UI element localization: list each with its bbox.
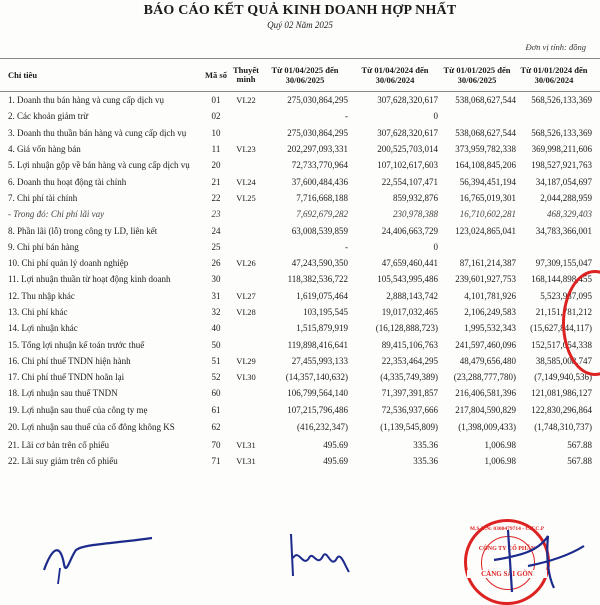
value-h1-2025	[438, 239, 516, 255]
row-note: VI.29	[236, 355, 256, 366]
table-row	[0, 125, 600, 141]
row-note: VI.31	[236, 456, 256, 467]
value-h1-2025: 239,601,927,753	[455, 274, 516, 285]
table-row	[0, 353, 600, 369]
value-q2-2025: 202,297,093,331	[287, 144, 348, 155]
table-row	[0, 437, 600, 453]
table-row	[0, 206, 600, 222]
value-q2-2025: 47,243,590,350	[291, 258, 348, 269]
value-h1-2025: 164,108,845,206	[455, 160, 516, 171]
stamp-company: CÔNG TY CỔ PHẦN	[478, 546, 536, 552]
value-h1-2025: 1,006.98	[484, 440, 516, 451]
value-h1-2024: 468,329,403	[547, 209, 592, 220]
value-q2-2024: 307,628,320,617	[377, 95, 438, 106]
value-h1-2025: 1,006.98	[484, 456, 516, 467]
value-h1-2025: (23,288,777,780)	[453, 372, 516, 383]
value-h1-2025: 1,995,532,343	[464, 323, 516, 334]
row-label: 14. Lợi nhuận khác	[8, 323, 78, 334]
value-q2-2024: 22,554,107,471	[381, 176, 438, 187]
row-code: 71	[211, 456, 221, 467]
value-h1-2024: 568,526,133,369	[531, 95, 592, 106]
value-h1-2025: 538,068,627,544	[455, 127, 516, 138]
row-label: 9. Chi phí bán hàng	[8, 241, 79, 252]
row-code: 60	[211, 388, 221, 399]
report-title: BÁO CÁO KẾT QUẢ KINH DOANH HỢP NHẤT	[143, 3, 457, 18]
value-h1-2024: 34,187,054,697	[535, 176, 592, 187]
row-code: 26	[211, 258, 221, 269]
value-q2-2024: (1,139,545,809)	[380, 422, 438, 433]
value-q2-2025: 107,215,796,486	[287, 404, 348, 415]
table-row	[0, 369, 600, 385]
value-h1-2024: (15,627,844,117)	[530, 323, 592, 334]
table-row	[0, 92, 600, 108]
header-h1-2025: Từ 01/01/2025 đến 30/06/2025	[443, 65, 511, 85]
value-q2-2025: 495.69	[323, 440, 348, 451]
value-q2-2024: 107,102,617,603	[377, 160, 438, 171]
header-note: Thuyết minh	[233, 65, 259, 84]
row-code: 01	[211, 95, 221, 106]
row-code: 20	[211, 160, 221, 171]
value-q2-2024: (16,128,888,723)	[375, 323, 438, 334]
value-q2-2025: 103,195,545	[303, 307, 348, 317]
report-subtitle: Quý 02 Năm 2025	[267, 20, 333, 30]
row-code: 61	[211, 404, 221, 415]
value-h1-2024	[516, 239, 592, 255]
row-label: 13. Chi phí khác	[8, 307, 68, 317]
value-q2-2025: -	[345, 111, 348, 122]
value-q2-2024: 22,353,464,295	[381, 355, 438, 366]
header-q2-2024: Từ 01/04/2024 đến 30/06/2024	[361, 65, 429, 85]
table-row	[0, 157, 600, 173]
table-row	[0, 453, 600, 469]
row-label: 1. Doanh thu bán hàng và cung cấp dịch vụ	[8, 95, 164, 106]
table-row	[0, 173, 600, 189]
value-h1-2025: 4,101,781,926	[464, 290, 516, 301]
row-label: 3. Doanh thu thuần bán hàng và cung cấp dịch vụ	[8, 127, 187, 138]
value-h1-2024: 122,830,296,864	[531, 404, 592, 415]
header-h1-2024: Từ 01/01/2024 đến 30/06/2024	[520, 65, 588, 85]
value-q2-2024: 335.36	[413, 440, 438, 451]
row-note	[231, 336, 261, 352]
row-note: VI.25	[236, 192, 256, 203]
row-note	[231, 206, 261, 222]
row-label: 2. Các khoản giảm trừ	[8, 111, 89, 122]
value-h1-2025	[438, 108, 516, 124]
row-code: 25	[211, 241, 221, 252]
value-q2-2024: 200,525,703,014	[377, 144, 438, 155]
currency-unit: Đơn vị tính: đồng	[525, 42, 586, 52]
row-note: VI.30	[236, 372, 256, 383]
value-q2-2025: 27,455,993,133	[291, 355, 348, 366]
row-code: 70	[211, 440, 221, 451]
value-h1-2024: 21,151,781,212	[535, 307, 592, 317]
value-q2-2024: 105,543,995,486	[377, 274, 438, 285]
value-h1-2025: 87,161,214,387	[459, 258, 516, 269]
value-q2-2024: 89,415,106,763	[381, 339, 438, 350]
value-h1-2024	[516, 108, 592, 124]
value-q2-2024: 24,406,663,729	[381, 225, 438, 236]
row-note	[231, 385, 261, 401]
row-code: 62	[211, 422, 221, 433]
row-note	[231, 222, 261, 238]
value-q2-2025: 275,030,864,295	[287, 95, 348, 106]
value-q2-2025: 7,692,679,282	[296, 209, 348, 220]
value-q2-2025: 119,898,416,641	[287, 339, 348, 350]
value-q2-2025: (416,232,347)	[297, 422, 348, 433]
row-code: 32	[211, 307, 221, 317]
row-label: 16. Chi phí thuế TNDN hiện hành	[8, 355, 131, 366]
value-h1-2024: 121,081,986,127	[531, 388, 592, 399]
signature-left	[40, 528, 160, 588]
row-code: 11	[211, 144, 221, 155]
table-row	[0, 418, 600, 437]
stamp-tax-id: M.S.D.N: 0300479714 - C.T.C.P	[469, 526, 545, 532]
value-h1-2025: 373,959,782,338	[455, 144, 516, 155]
value-q2-2024: 0	[433, 111, 438, 122]
value-q2-2024: 230,978,388	[393, 209, 438, 220]
table-row	[0, 385, 600, 401]
table-row	[0, 336, 600, 352]
value-q2-2025: 63,008,539,859	[291, 225, 348, 236]
row-label: 8. Phần lãi (lỗ) trong công ty LD, liên kết	[8, 225, 158, 236]
value-h1-2024: 5,523,937,095	[540, 290, 592, 301]
value-q2-2024: 0	[433, 241, 438, 252]
value-h1-2025: 123,024,865,041	[455, 225, 516, 236]
value-h1-2025: 48,479,656,480	[459, 355, 516, 366]
table-row	[0, 271, 600, 287]
value-q2-2024: 47,659,460,441	[381, 258, 438, 269]
value-q2-2024: (4,335,749,389)	[380, 372, 438, 383]
value-q2-2025: 106,799,564,140	[287, 388, 348, 399]
table-row	[0, 288, 600, 304]
value-h1-2025: 217,804,590,829	[455, 404, 516, 415]
table-header	[0, 58, 600, 92]
row-code: 24	[211, 225, 221, 236]
row-code: 02	[211, 111, 221, 122]
value-q2-2024: 72,536,937,666	[381, 404, 438, 415]
value-h1-2024: 369,998,211,606	[531, 144, 592, 155]
row-label: 21. Lãi cơ bản trên cổ phiếu	[8, 440, 109, 451]
value-h1-2025: 56,394,451,194	[459, 176, 516, 187]
signature-middle	[285, 528, 365, 588]
header-q2-2025: Từ 01/04/2025 đến 30/06/2025	[271, 65, 339, 85]
row-label: 4. Giá vốn hàng bán	[8, 144, 81, 155]
value-q2-2025: 118,382,536,722	[287, 274, 348, 285]
row-note: VI.28	[236, 307, 256, 317]
table-row	[0, 222, 600, 238]
table-row	[0, 255, 600, 271]
value-h1-2024: 97,309,155,047	[535, 258, 592, 269]
row-code: 31	[211, 290, 221, 301]
value-h1-2025: 16,710,602,281	[459, 209, 516, 220]
header-code: Mã số	[205, 70, 227, 80]
value-h1-2024: (7,149,940,536)	[534, 372, 592, 383]
value-q2-2025: 495.69	[323, 456, 348, 467]
value-q2-2025: 72,733,770,964	[291, 160, 348, 171]
row-note	[231, 108, 261, 124]
signature-director	[488, 526, 588, 596]
value-h1-2024: 168,144,898,455	[531, 274, 592, 285]
row-note	[231, 157, 261, 173]
value-h1-2024: 2,044,288,959	[540, 192, 592, 203]
value-h1-2024: 567.88	[567, 440, 592, 451]
row-code: 10	[211, 127, 221, 138]
value-h1-2025: 2,106,249,583	[464, 307, 516, 317]
value-h1-2024: 567.88	[567, 456, 592, 467]
value-h1-2024: 198,527,921,763	[531, 160, 592, 171]
row-code: 30	[211, 274, 221, 285]
value-h1-2025: 241,597,460,096	[455, 339, 516, 350]
table-body	[0, 92, 600, 470]
row-label: 10. Chi phí quản lý doanh nghiệp	[8, 258, 129, 269]
row-code: 51	[211, 355, 221, 366]
row-code: 22	[211, 192, 221, 203]
row-code: 23	[211, 209, 221, 220]
table-row	[0, 304, 600, 320]
row-code: 40	[211, 323, 221, 334]
value-q2-2025: 37,600,484,436	[291, 176, 348, 187]
table-row	[0, 320, 600, 336]
row-label: 15. Tổng lợi nhuận kế toán trước thuế	[8, 339, 145, 350]
row-note: VI.31	[236, 440, 256, 451]
value-q2-2024: 307,628,320,617	[377, 127, 438, 138]
row-note	[231, 320, 261, 336]
income-statement-table	[0, 58, 600, 470]
table-row	[0, 141, 600, 157]
row-label: 11. Lợi nhuận thuần từ hoạt động kinh doanh	[8, 274, 171, 285]
row-label: 7. Chi phí tài chính	[8, 192, 78, 203]
value-q2-2025: (14,357,140,632)	[285, 372, 348, 383]
value-q2-2024: 71,397,391,857	[381, 388, 438, 399]
row-note: VI.24	[236, 176, 256, 187]
row-label: 22. Lãi suy giảm trên cổ phiếu	[8, 456, 118, 467]
value-h1-2024: 34,783,366,001	[535, 225, 592, 236]
table-row	[0, 190, 600, 206]
value-h1-2024: 152,517,054,338	[531, 339, 592, 350]
row-label: 18. Lợi nhuận sau thuế TNDN	[8, 388, 118, 399]
row-note	[231, 125, 261, 141]
row-code: 50	[211, 339, 221, 350]
row-label: 17. Chi phí thuế TNDN hoãn lại	[8, 372, 125, 383]
value-h1-2024: (1,748,310,737)	[534, 422, 592, 433]
header-name: Chỉ tiêu	[8, 70, 38, 80]
value-q2-2024: 19,017,032,465	[381, 307, 438, 317]
row-label: 6. Doanh thu hoạt động tài chính	[8, 176, 127, 187]
stamp-name: CẢNG SÀI GÒN	[467, 570, 547, 578]
row-note	[231, 239, 261, 255]
row-code: 52	[211, 372, 221, 383]
value-q2-2025: 1,515,879,919	[296, 323, 348, 334]
row-note	[231, 402, 261, 418]
value-h1-2024: 38,585,008,747	[535, 355, 592, 366]
value-h1-2025: 16,765,019,301	[459, 192, 516, 203]
value-q2-2024: 859,932,876	[393, 192, 438, 203]
value-q2-2025: 275,030,864,295	[287, 127, 348, 138]
row-note	[231, 271, 261, 287]
value-q2-2025: 1,619,075,464	[296, 290, 348, 301]
table-row	[0, 402, 600, 418]
value-q2-2024: 335.36	[413, 456, 438, 467]
row-note: VI.22	[236, 95, 256, 106]
value-q2-2025: 7,716,668,188	[296, 192, 348, 203]
row-label: 12. Thu nhập khác	[8, 290, 75, 301]
row-code: 21	[211, 176, 221, 187]
row-label: 5. Lợi nhuận gộp về bán hàng và cung cấp dịch vụ	[8, 160, 190, 171]
value-q2-2024: 2,888,143,742	[386, 290, 438, 301]
row-note: VI.23	[236, 144, 256, 155]
value-h1-2025: 216,406,581,396	[455, 388, 516, 399]
row-note: VI.27	[236, 290, 256, 301]
value-h1-2025: (1,398,009,433)	[458, 422, 516, 433]
row-label: - Trong đó: Chi phí lãi vay	[8, 209, 105, 220]
row-label: 19. Lợi nhuận sau thuế của công ty mẹ	[8, 404, 148, 415]
table-row	[0, 239, 600, 255]
value-h1-2025: 538,068,627,544	[455, 95, 516, 106]
row-note	[231, 418, 261, 437]
table-row	[0, 108, 600, 124]
value-q2-2025: -	[345, 241, 348, 252]
value-h1-2024: 568,526,133,369	[531, 127, 592, 138]
row-note: VI.26	[236, 258, 256, 269]
row-label: 20. Lợi nhuận sau thuế của cổ đông không KS	[8, 422, 175, 433]
